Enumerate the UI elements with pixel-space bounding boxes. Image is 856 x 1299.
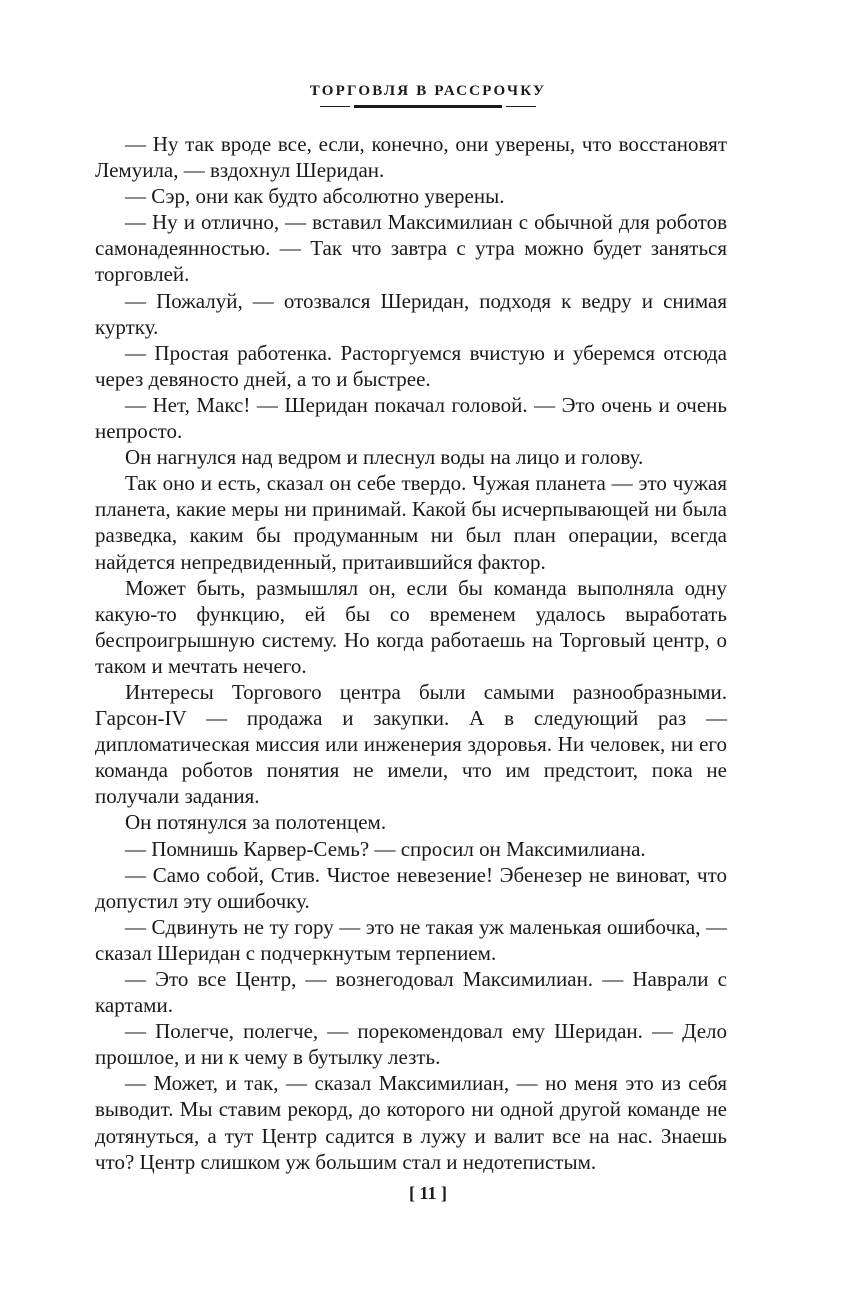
paragraph: — Простая работенка. Расторгуемся вчистую и уберемся отсюда через девяносто дней, а то и быстрее. [95,340,727,391]
running-header [0,82,856,108]
paragraph: — Полегче, полегче, — порекомендовал ему Шеридан. — Дело прошлое, и ни к чему в бутылку лезть. [95,1019,727,1070]
header-rule [354,105,502,108]
paragraph: — Само собой, Стив. Чистое невезение! Эбенезер не виноват, что допустил эту ошибочку. [95,862,727,913]
paragraph: — Ну и отлично, — вставил Максимилиан с обычной для роботов самонадеянностью. — Так что завтра с утра можно будет заняться торговлей. [95,210,727,287]
paragraph: — Пожалуй, — отозвался Шеридан, подходя к ведру и снимая куртку. [95,288,727,339]
paragraph: — Нет, Макс! — Шеридан покачал головой. — Это очень и очень непросто. [95,392,727,444]
paragraph: Может быть, размышлял он, если бы команда выполняла одну какую-то функцию, ей бы со временем удалось выработать беспроигрышную систему. Но когда работаешь на Торговый центр, о таком и мечтать нечего. [95,575,727,678]
paragraph: Так оно и есть, сказал он себе твердо. Чужая планета — это чужая планета, какие меры ни принимай. Какой бы исчерпывающей ни была разведка, каким бы продуманным ни был план операции, всегда найдется непредвиденный, притаившийся фактор. [95,471,727,574]
body-text [95,131,727,1175]
running-header-title: ТОРГОВЛЯ В РАССРОЧКУ [309,83,547,99]
paragraph: — Ну так вроде все, если, конечно, они уверены, что восстановят Лемуила, — вздохнул Шеридан. [95,132,727,183]
folio-bracket-right: ] [436,1183,447,1203]
paragraph: Он потянулся за полотенцем. [125,810,387,835]
paragraph: — Сэр, они как будто абсолютно уверены. [125,184,505,209]
paragraph: Интересы Торгового центра были самыми разнообразными. Гарсон-IV — продажа и закупки. А в следующий раз — дипломатическая миссия или инженерия здоровья. Ни человек, ни его команда роботов понятия не имели, что им предстоит, пока не получали задания. [95,679,727,809]
page-number-value: 11 [419,1183,437,1203]
paragraph: Он нагнулся над ведром и плеснул воды на лицо и голову. [125,445,644,470]
paragraph: — Помнишь Карвер-Семь? — спросил он Максимилиана. [125,836,646,861]
paragraph: — Сдвинуть не ту гору — это не такая уж маленькая ошибочка, — сказал Шеридан с подчеркнутым терпением. [95,914,727,965]
page-number [0,1183,856,1204]
folio-bracket-left: [ [408,1183,420,1203]
paragraph: — Это все Центр, — вознегодовал Максимилиан. — Наврали с картами. [95,967,727,1018]
paragraph: — Может, и так, — сказал Максимилиан, — но меня это из себя выводит. Мы ставим рекорд, до которого ни одной другой команде не дотянуться, а тут Центр садится в лужу и валит все на нас. Знаешь что? Центр слишком уж большим стал и недотепистым. [95,1071,727,1174]
